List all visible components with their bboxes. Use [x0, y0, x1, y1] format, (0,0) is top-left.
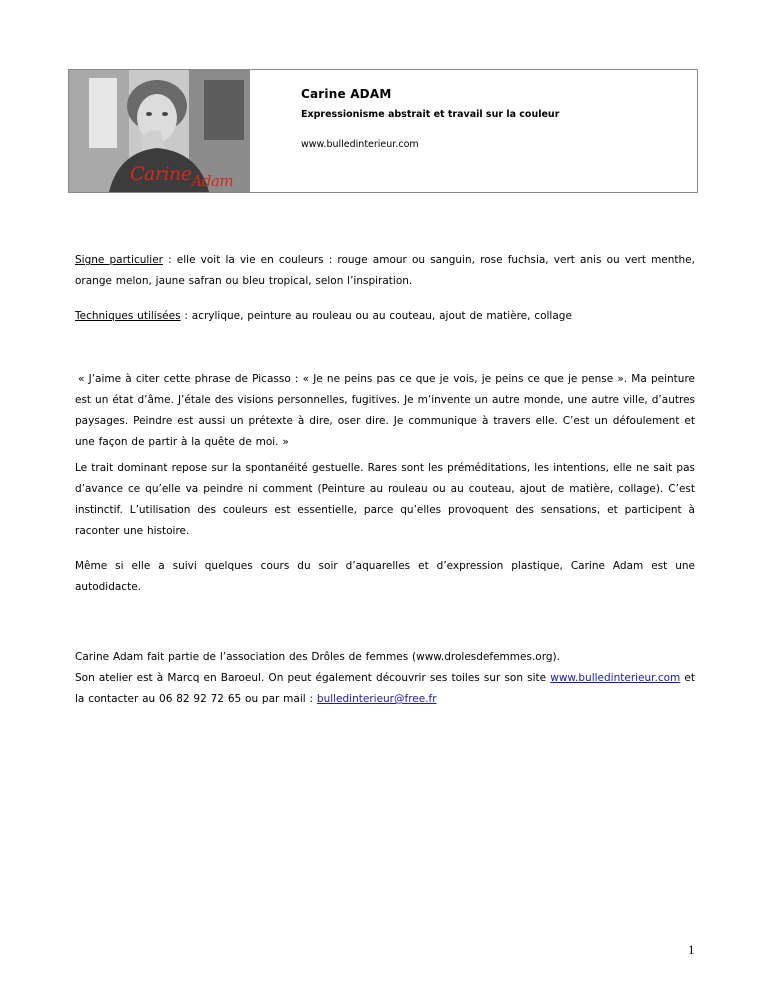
autodidacte-paragraph: Même si elle a suivi quelques cours du soir d’aquarelles et d’expression plastique, Carine Adam est une autodidacte. [75, 560, 695, 593]
signe-label: Signe particulier [75, 254, 163, 266]
photo-signature [130, 163, 234, 190]
page-number: 1 [688, 942, 695, 957]
site-link[interactable]: www.bulledinterieur.com [550, 672, 681, 684]
signe-paragraph [75, 250, 695, 292]
signe-text: : elle voit la vie en couleurs : rouge amour ou sanguin, rose fuchsia, vert anis ou vert menthe, orange melon, jaune safran ou bleu tropical, selon l’inspiration. [75, 254, 695, 287]
contact-text: et la contacter au 06 82 92 72 65 ou par mail : [75, 672, 695, 705]
artist-subtitle: Expressionisme abstrait et travail sur la couleur [301, 109, 560, 120]
header-url: www.bulledinterieur.com [301, 139, 419, 150]
signature-last: Adam [191, 172, 234, 190]
email-link[interactable]: bulledinterieur@free.fr [316, 693, 437, 705]
techniques-text: : acrylique, peinture au rouleau ou au couteau, ajout de matière, collage [180, 310, 572, 322]
techniques-label: Techniques utilisées [75, 310, 181, 322]
signature-first: Carine [130, 163, 192, 185]
quote-paragraph: « J’aime à citer cette phrase de Picasso : « Je ne peins pas ce que je vois, je peins ce que je pense ». Ma peinture est un état d’âme. J’étale des visions personnelles, fugitives. Je m’invente un autre monde, une autre ville, d’autres paysages. Peindre est aussi un prétexte à dire, oser dire. Je communique à travers elle. C’est un défoulement et une façon de partir à la quête de moi. » [75, 373, 695, 448]
techniques-paragraph [75, 306, 695, 327]
contact-paragraph [75, 647, 695, 710]
artist-name: Carine ADAM [301, 87, 392, 101]
association-line: Carine Adam fait partie de l’association des Drôles de femmes (www.drolesdefemmes.org). [75, 651, 560, 663]
artist-photo [69, 70, 250, 192]
atelier-line [75, 668, 695, 710]
trait-paragraph: Le trait dominant repose sur la spontanéité gestuelle. Rares sont les préméditations, les intentions, elle ne sait pas d’avance ce qu’elle va peindre ni comment (Peinture au rouleau ou au couteau, ajout de matière, collage). C’est instinctif. L’utilisation des couleurs est essentielle, parce qu’elles provoquent des sensations, et participent à raconter une histoire. [75, 462, 695, 537]
atelier-text: Son atelier est à Marcq en Baroeul. On peut également découvrir ses toiles sur son site [75, 672, 551, 684]
header-box [68, 69, 698, 193]
